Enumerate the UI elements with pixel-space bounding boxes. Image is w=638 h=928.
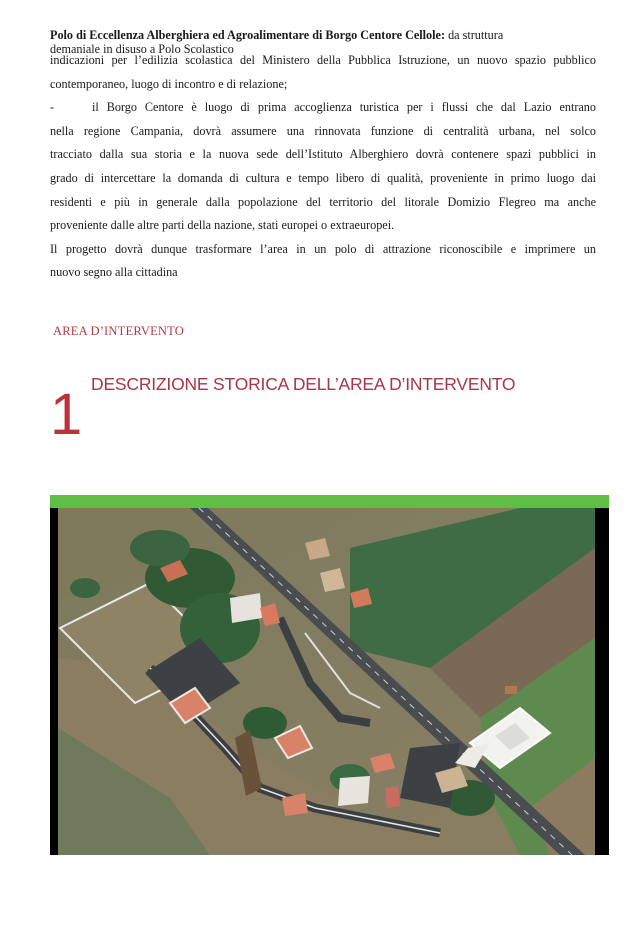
paragraph-line: contemporaneo, luogo di incontro e di relazione; <box>50 76 288 91</box>
bullet-line: grado di intercettare la domanda di cultura e tempo libero di qualità, proveniente in primo luogo dai <box>50 170 596 185</box>
section-number: 1 <box>50 382 83 447</box>
bullet-line: residenti e più in generale dalla popolazione del territorio del litorale Domizio Flegreo ma anche <box>50 194 596 209</box>
paragraph-line: indicazioni per l’edilizia scolastica del Ministero della Pubblica Istruzione, un nuovo spazio pubblico <box>50 53 596 67</box>
bullet-dash: - <box>50 100 55 115</box>
bullet-line: proveniente dalle altre parti della nazione, stati europei o extraeuropei. <box>50 218 395 233</box>
closing-line: nuovo segno alla cittadina <box>50 265 178 280</box>
bullet-line: nella regione Campania, dovrà assumere una rinnovata funzione di centralità urbana, nel solco <box>50 123 596 138</box>
heading-bold: Polo di Eccellenza Alberghiera ed Agroalimentare di Borgo Centore Cellole: <box>50 28 446 42</box>
heading-rest: da struttura <box>445 28 504 42</box>
bullet-line: tracciato dalla sua storia e la nuova sede dell’Istituto Alberghiero dovrà contenere spazi pubblici in <box>50 147 596 162</box>
closing-line: Il progetto dovrà dunque trasformare l’area in un polo di attrazione riconoscibile e imprimere un <box>50 241 596 256</box>
aerial-photo-graphic <box>50 508 609 855</box>
body-text <box>50 49 596 285</box>
green-header-bar <box>50 495 609 508</box>
aerial-photo <box>50 508 609 855</box>
section-label: AREA D’INTERVENTO <box>53 324 184 338</box>
bullet-line: il Borgo Centore è luogo di prima accoglienza turistica per i flussi che dal Lazio entrano <box>92 100 596 115</box>
heading-line-2: demaniale in disuso a Polo Scolastico <box>50 42 234 56</box>
section-title: DESCRIZIONE STORICA DELL’AREA D’INTERVENTO <box>91 374 516 394</box>
